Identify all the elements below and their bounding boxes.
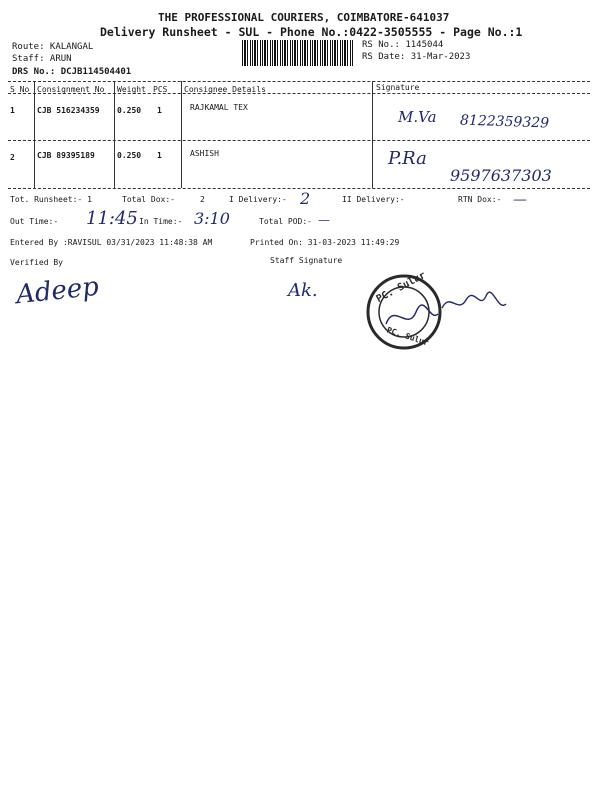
- table-row-divider: [8, 140, 590, 141]
- row-weight: 0.250: [117, 151, 142, 160]
- row-sno: 1: [10, 106, 15, 115]
- col-header-pcs: PCS: [153, 85, 168, 94]
- row-sno: 2: [10, 153, 15, 162]
- col-header-signature: Signature: [376, 83, 420, 92]
- row-signature-name: P.Ra: [388, 148, 427, 169]
- row-consignment: CJB 89395189: [37, 151, 95, 160]
- col-divider: [181, 81, 182, 188]
- printed-on: Printed On: 31-03-2023 11:49:29: [250, 238, 400, 247]
- company-title: THE PROFESSIONAL COURIERS, COIMBATORE-641037: [158, 11, 450, 24]
- rs-number: RS No.: 1145044: [362, 40, 444, 50]
- rtn-dox-value: —: [513, 192, 527, 208]
- col-header-consignee: Consignee Details: [184, 85, 266, 94]
- in-time-label: In Time:-: [139, 217, 183, 226]
- rtn-dox-label: RTN Dox:-: [458, 195, 502, 204]
- row-consignee: ASHISH: [190, 149, 219, 158]
- stamp-text-bottom: PC. Sulur: [385, 325, 430, 348]
- drs-number: DRS No.: DCJB114504401: [12, 67, 132, 77]
- out-time-value: 11:45: [86, 208, 138, 229]
- verified-by-label: Verified By: [10, 258, 63, 267]
- col-divider: [372, 81, 373, 188]
- entered-by: Entered By :RAVISUL 03/31/2023 11:48:38 AM: [10, 238, 213, 247]
- col-header-consignment: Consignment No: [37, 85, 105, 94]
- ii-delivery-label: II Delivery:-: [342, 195, 405, 204]
- rs-date: RS Date: 31-Mar-2023: [362, 52, 471, 62]
- total-pod-value: —: [318, 213, 330, 227]
- row-pcs: 1: [157, 151, 162, 160]
- row-signature-phone: 9597637303: [450, 166, 552, 185]
- col-divider: [114, 81, 115, 188]
- i-delivery-label: I Delivery:-: [229, 195, 287, 204]
- col-header-weight: Weight: [117, 85, 146, 94]
- tot-runsheet: Tot. Runsheet:- 1: [10, 195, 92, 204]
- staff-label: Staff: ARUN: [12, 54, 72, 64]
- total-dox-label: Total Dox:-: [122, 195, 175, 204]
- row-signature-name: M.Va: [398, 108, 437, 126]
- route-label: Route: KALANGAL: [12, 42, 94, 52]
- table-bottom-border: [8, 188, 590, 189]
- row-pcs: 1: [157, 106, 162, 115]
- post-office-stamp: [364, 269, 444, 352]
- runsheet-subtitle: Delivery Runsheet - SUL - Phone No.:0422-3505555 - Page No.:1: [100, 25, 523, 39]
- in-time-value: 3:10: [194, 209, 230, 228]
- verified-signature: Adeep: [14, 271, 101, 311]
- row-consignment: CJB 516234359: [37, 106, 100, 115]
- col-header-sno: S No: [10, 85, 30, 94]
- col-divider: [34, 81, 35, 188]
- staff-initials-signature: Ak.: [288, 280, 318, 301]
- i-delivery-value: 2: [300, 189, 311, 208]
- barcode: [242, 40, 354, 66]
- out-time-label: Out Time:-: [10, 217, 59, 226]
- row-signature-phone: 8122359329: [459, 112, 550, 132]
- row-weight: 0.250: [117, 106, 142, 115]
- stamp-signature-scribble-icon: [440, 288, 510, 316]
- staff-signature-label: Staff Signature: [270, 256, 343, 265]
- row-consignee: RAJKAMAL TEX: [190, 103, 248, 112]
- table-top-border: [8, 81, 590, 82]
- stamp-text-top: PC. Sulur: [374, 269, 428, 306]
- total-dox-value: 2: [200, 195, 205, 204]
- total-pod-label: Total POD:-: [259, 217, 312, 226]
